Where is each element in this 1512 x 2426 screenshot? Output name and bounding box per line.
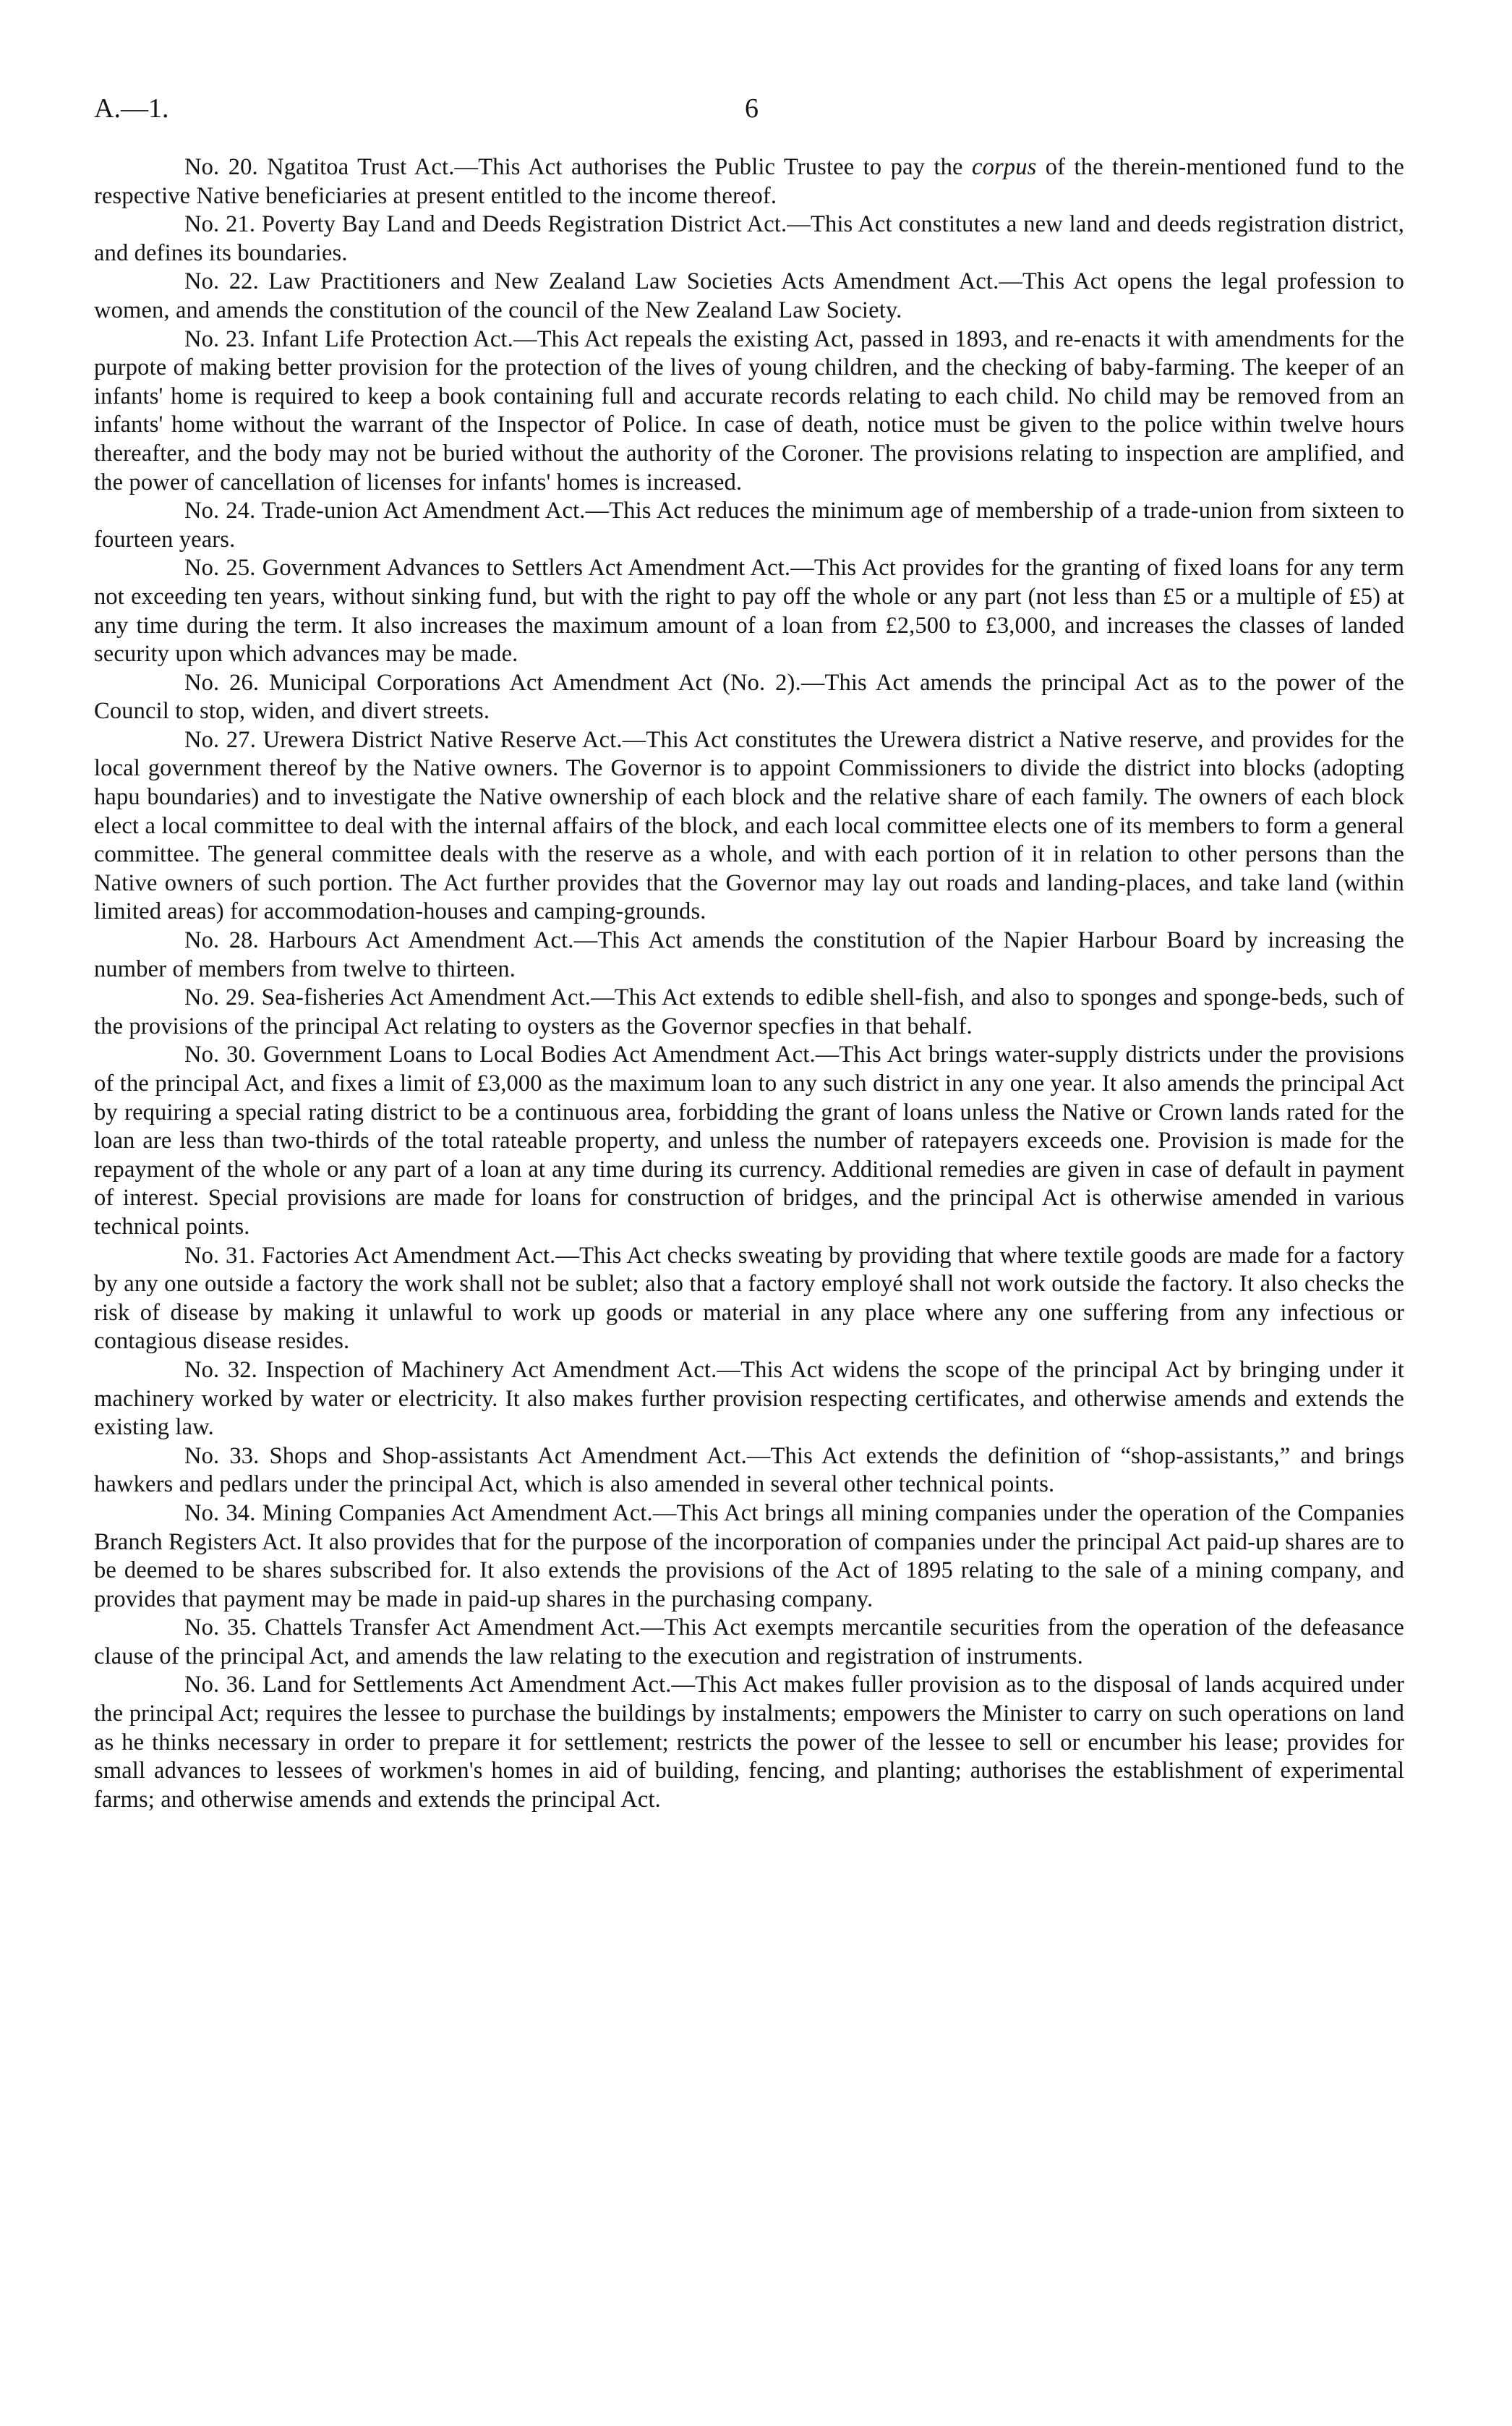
section-body: —This Act amends the principal Act as to the power of the Council to stop, widen, and divert streets. xyxy=(94,669,1405,725)
section-no-27 xyxy=(94,726,1404,927)
section-title: No. 33. Shops and Shop-assistants Act Amendment Act. xyxy=(184,1442,747,1469)
section-no-36 xyxy=(94,1671,1404,1814)
section-title: No. 34. Mining Companies Act Amendment Act. xyxy=(184,1499,653,1526)
section-title: No. 31. Factories Act Amendment Act. xyxy=(184,1242,556,1269)
section-body: —This Act makes fuller provision as to the disposal of lands acquired under the principal Act; requires the lessee to purchase the buildings by instalments; empowers the Minister to carry on such operations on land as he thinks necessary in order to prepare it for settlement; restricts the power of the lessee to sell or encumber his lease; provides for small advances to lessees of workmen's homes in aid of building, fencing, and planting; authorises the establishment of experimental farms; and otherwise amends and extends the principal Act. xyxy=(94,1672,1405,1813)
section-no-33 xyxy=(94,1442,1404,1499)
section-body: —This Act constitutes a new land and deeds registration district, and defines its boundaries. xyxy=(94,211,1404,266)
section-body: —This Act widens the scope of the principal Act by bringing under it machinery worked by water or electricity. It also makes further provision respecting certificates, and otherwise amends and extends the existing law. xyxy=(94,1356,1404,1441)
section-body: —This Act checks sweating by providing that where textile goods are made for a factory by any one outside a factory the work shall not be sublet; also that a factory employé shall not work outside the factory. It also checks the risk of disease by making it unlawful to work up goods or material in any place where any one suffering from any infectious or contagious disease resides. xyxy=(94,1242,1404,1355)
section-body: —This Act exempts mercantile securities from the operation of the defeasance clause of the principal Act, and amends the law relating to the execution and registration of instruments. xyxy=(94,1614,1404,1669)
section-body-part: of the therein-mentioned fund to the respective Native beneficiaries at present entitled to the income thereof. xyxy=(94,154,1404,209)
section-body: —This Act extends to edible shell-fish, and also to sponges and sponge-beds, such of the provisions of the principal Act relating to oysters as the Governor specfies in that behalf. xyxy=(94,984,1405,1039)
section-no-26 xyxy=(94,669,1404,726)
section-no-20 xyxy=(94,153,1404,210)
section-title: No. 27. Urewera District Native Reserve Act. xyxy=(184,726,623,753)
section-title: No. 29. Sea-fisheries Act Amendment Act. xyxy=(184,984,591,1011)
section-title: No. 20. Ngatitoa Trust Act. xyxy=(184,154,455,180)
section-no-21 xyxy=(94,210,1404,268)
section-title: No. 30. Government Loans to Local Bodies Act Amendment Act. xyxy=(184,1042,816,1068)
section-no-35 xyxy=(94,1614,1404,1671)
section-body: —This Act constitutes the Urewera district a Native reserve, and provides for the local government thereof by the Native owners. The Governor is to appoint Commissioners to divide the district into blocks (adopting hapu boundaries) and to investigate the Native ownership of each block and the relative share of each family. The owners of each block elect a local committee to deal with the internal affairs of the block, and each local committee elects one of its members to form a general committee. The general committee deals with the reserve as a whole, and with each portion of it in relation to other persons than the Native owners of such portion. The Act further provides that the Governor may lay out roads and landing-places, and take land (within limited areas) for accommodation-houses and camping-grounds. xyxy=(94,726,1404,925)
section-no-28 xyxy=(94,927,1404,984)
section-title: No. 21. Poverty Bay Land and Deeds Registration District Act. xyxy=(184,211,787,238)
section-body: —This Act opens the legal profession to women, and amends the constitution of the council of the New Zealand Law Society. xyxy=(94,268,1404,323)
section-body-part: —This Act authorises the Public Trustee to pay the xyxy=(454,154,973,180)
section-body: —This Act amends the constitution of the Napier Harbour Board by increasing the number of members from twelve to thirteen. xyxy=(94,927,1404,982)
section-title: No. 28. Harbours Act Amendment Act. xyxy=(184,927,574,954)
section-body: —This Act provides for the granting of fixed loans for any term not exceeding ten years, without sinking fund, but with the right to pay off the whole or any part (not less than £5 or a multiple of £5) at any time during the term. It also increases the maximum amount of a loan from £2,500 to £3,000, and increases the classes of landed security upon which advances may be made. xyxy=(94,555,1404,668)
section-no-32 xyxy=(94,1356,1404,1442)
section-emphasis: corpus xyxy=(972,154,1037,180)
section-no-25 xyxy=(94,554,1404,668)
section-body: —This Act repeals the existing Act, passed in 1893, and re-enacts it with amendments for the purpote of making better provision for the protection of the lives of young children, and the checking of baby-farming. The keeper of an infants' home is required to keep a book containing full and accurate records relating to each child. No child may be removed from an infants' home without the warrant of the Inspector of Police. In case of death, notice must be given to the police within twelve hours thereafter, and the body may not be buried without the authority of the Coroner. The provisions relating to inspection are amplified, and the power of cancellation of licenses for infants' homes is increased. xyxy=(94,325,1405,495)
section-title: No. 23. Infant Life Protection Act. xyxy=(184,325,513,352)
document-body xyxy=(94,153,1404,1814)
section-body: —This Act extends the definition of “shop-assistants,” and brings hawkers and pedlars under the principal Act, which is also amended in several other technical points. xyxy=(94,1442,1404,1498)
section-title: No. 36. Land for Settlements Act Amendment Act. xyxy=(184,1672,672,1698)
section-title: No. 22. Law Practitioners and New Zealand Law Societies Acts Amendment Act. xyxy=(184,268,999,295)
section-body: —This Act reduces the minimum age of membership of a trade-union from sixteen to fourteen years. xyxy=(94,498,1405,553)
section-body: —This Act brings all mining companies under the operation of the Companies Branch Registers Act. It also provides that for the purpose of the incorporation of companies under the principal Act paid-up shares are to be deemed to be shares subscribed for. It also extends the provisions of the Act of 1895 relating to the sale of a mining company, and provides that payment may be made in paid-up shares in the purchasing company. xyxy=(94,1499,1404,1612)
section-no-34 xyxy=(94,1499,1404,1614)
section-title: No. 24. Trade-union Act Amendment Act. xyxy=(184,498,586,524)
section-body: —This Act brings water-supply districts under the provisions of the principal Act, and fixes a limit of £3,000 as the maximum loan to any such district in any one year. It also amends the principal Act by requiring a special rating district to be a continuous area, forbidding the grant of loans unless the Native or Crown lands rated for the loan are less than two-thirds of the total rateable property, and unless the number of ratepayers exceeds one. Provision is made for the repayment of the whole or any part of a loan at any time during its currency. Additional remedies are given in case of default in payment of interest. Special provisions are made for loans for construction of bridges, and the principal Act is otherwise amended in various technical points. xyxy=(94,1042,1404,1240)
section-title: No. 32. Inspection of Machinery Act Amendment Act. xyxy=(184,1356,717,1383)
document-reference: A.—1. xyxy=(94,93,169,124)
section-no-23 xyxy=(94,325,1404,498)
section-title: No. 25. Government Advances to Settlers Act Amendment Act. xyxy=(184,555,791,582)
section-title: No. 26. Municipal Corporations Act Amendment Act (No. 2). xyxy=(184,669,801,696)
section-no-30 xyxy=(94,1041,1404,1241)
page-number: 6 xyxy=(745,93,759,124)
section-title: No. 35. Chattels Transfer Act Amendment Act. xyxy=(184,1614,641,1641)
section-no-31 xyxy=(94,1242,1404,1356)
section-no-24 xyxy=(94,497,1404,554)
page-header xyxy=(94,93,1410,136)
section-no-29 xyxy=(94,984,1404,1041)
section-no-22 xyxy=(94,268,1404,325)
